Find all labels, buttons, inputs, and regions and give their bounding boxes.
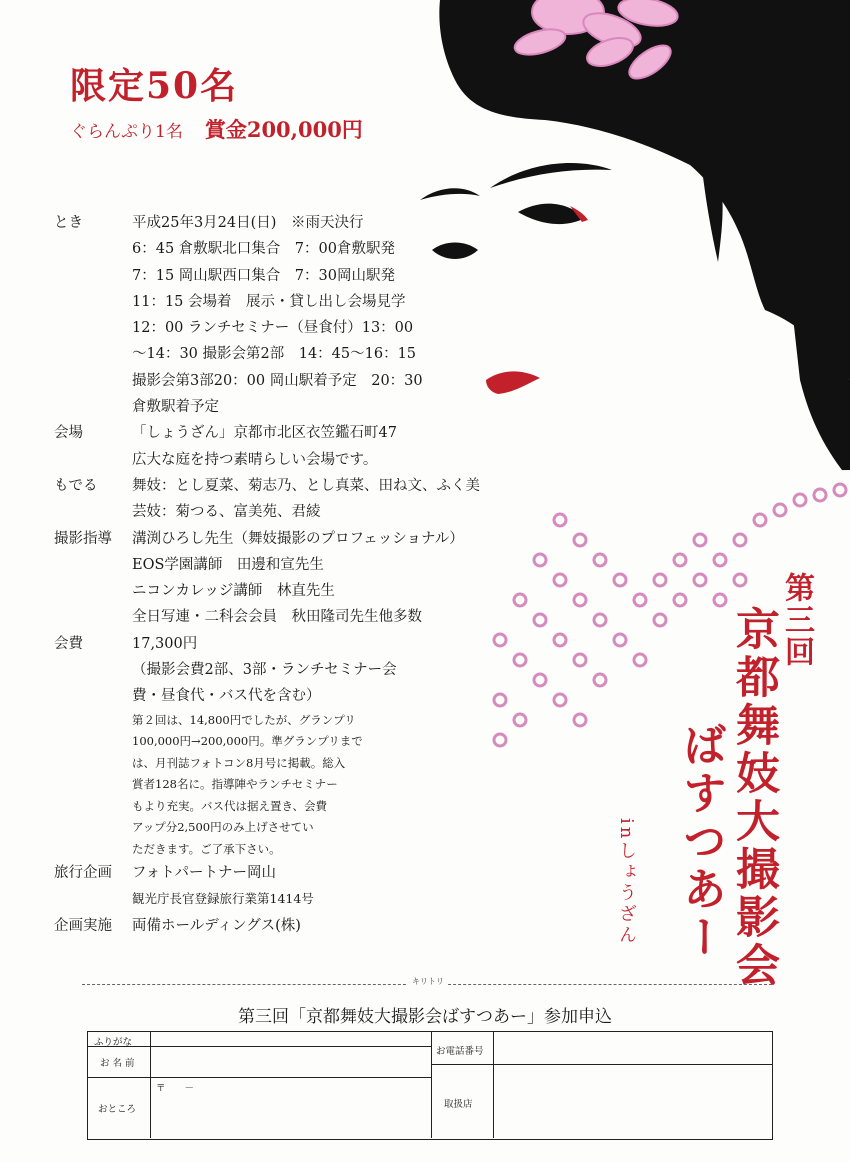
detail-row-venue — [54, 420, 524, 473]
detail-label: 撮影指導 — [54, 530, 112, 547]
detail-line: 舞妓：とし夏菜、菊志乃、とし真菜、田ね文、ふく美 — [132, 477, 480, 494]
detail-line: フォトパートナー岡山 — [132, 865, 276, 882]
detail-line: 「しょうざん」京都市北区衣笠鑑石町47 — [132, 425, 397, 442]
detail-value — [132, 210, 524, 420]
form-divider — [431, 1032, 432, 1138]
detail-line: 17,300円 — [132, 635, 198, 652]
detail-label: 会費 — [54, 635, 83, 652]
detail-line: 平成25年3月24日(日) ※雨天決行 — [132, 215, 364, 231]
fee-note-line: アップ分2,500円のみ上げさせてい — [132, 820, 314, 835]
fee-note-line: 賞者128名に。指導陣やランチセミナー — [132, 777, 338, 792]
limit-headline: 限定50名 — [70, 65, 239, 107]
detail-line: 広大な庭を持つ素晴らしい会場です。 — [132, 451, 378, 468]
address-label: おところ — [98, 1104, 137, 1115]
detail-line: 費・昼食代・バス代を含む） — [132, 688, 321, 705]
detail-line: 6：45 倉敷駅北口集合 7：00倉敷駅発 — [132, 241, 395, 258]
detail-line: 芸妓：菊つる、富美苑、君綾 — [132, 504, 321, 521]
event-details — [54, 210, 524, 939]
right-eyebrow — [490, 163, 612, 188]
fee-note-line: もより充実。バス代は据え置き、会費 — [132, 798, 328, 813]
detail-line: （撮影会費2部、3部・ランチセミナー会 — [132, 662, 397, 679]
detail-value — [132, 473, 524, 526]
detail-row-instructors — [54, 526, 524, 631]
store-field[interactable] — [494, 1065, 772, 1138]
address-field[interactable] — [151, 1078, 430, 1138]
application-form — [87, 1031, 773, 1140]
detail-row-fee — [54, 631, 524, 860]
event-subtitle: ばすつあー — [675, 722, 726, 962]
cut-label: キリトリ — [408, 976, 448, 987]
grandprix-label: ぐらんぷり1名 — [70, 122, 183, 142]
event-edition: 第三回 — [779, 572, 814, 668]
detail-label: とき — [54, 215, 83, 231]
event-location-tag: inしょうざん — [616, 818, 637, 947]
event-title: 京都舞妓大撮影会 — [728, 606, 779, 990]
detail-line: 撮影会第3部20：00 岡山駅着予定 20：30 — [132, 372, 423, 389]
detail-line: 倉敷駅着予定 — [132, 399, 219, 416]
detail-line: ニコンカレッジ講師 林直先生 — [132, 583, 335, 600]
detail-value — [132, 913, 524, 939]
detail-line: 11：15 会場着 展示・貸し出し会場見学 — [132, 293, 406, 310]
detail-row-models — [54, 473, 524, 526]
detail-label: もでる — [54, 477, 98, 494]
detail-line: 溝渕ひろし先生（舞妓撮影のプロフェッショナル） — [132, 530, 464, 547]
prize-amount: 賞金200,000円 — [204, 117, 363, 142]
detail-line: EOS学園講師 田邊和宣先生 — [132, 556, 324, 573]
right-eye — [518, 204, 585, 224]
detail-line: 観光庁長官登録旅行業第1414号 — [132, 891, 314, 907]
detail-value — [132, 860, 524, 913]
left-eyebrow — [420, 188, 480, 200]
fee-note-line: 100,000円→200,000円。準グランプリまで — [132, 734, 363, 749]
detail-label: 旅行企画 — [54, 865, 112, 882]
detail-label: 会場 — [54, 425, 83, 442]
name-field[interactable] — [151, 1047, 430, 1077]
detail-line: 両備ホールディングス(株) — [132, 917, 301, 934]
detail-value — [132, 420, 524, 473]
detail-line: 12：00 ランチセミナー（昼食付）13：00 — [132, 320, 414, 337]
detail-value — [132, 526, 524, 631]
detail-row-travel-planner — [54, 860, 524, 913]
fee-note-line: ただきます。ご了承下さい。 — [132, 841, 281, 856]
phone-field[interactable] — [494, 1032, 772, 1064]
postal-code-mark: 〒 － — [156, 1083, 195, 1094]
detail-line: ～14：30 撮影会第2部 14：45～16：15 — [132, 346, 417, 363]
fee-note-line: は、月刊誌フォトコン8月号に掲載。総入 — [132, 755, 346, 770]
detail-line: 全日写連・二科会会員 秋田隆司先生他多数 — [132, 609, 422, 626]
furigana-field[interactable] — [151, 1032, 430, 1046]
store-label: 取扱店 — [444, 1099, 473, 1110]
detail-line: 7：15 岡山駅西口集合 7：30岡山駅発 — [132, 267, 395, 284]
detail-row-organizer — [54, 913, 524, 939]
name-label: お 名 前 — [100, 1058, 135, 1069]
phone-label: お電話番号 — [436, 1046, 484, 1057]
form-title: 第三回「京都舞妓大撮影会ばすつあー」参加申込 — [238, 1007, 612, 1027]
furigana-label: ふりがな — [94, 1037, 133, 1048]
fee-note-line: 第２回は、14,800円でしたが、グランプリ — [132, 712, 356, 727]
detail-row-date — [54, 210, 524, 420]
detail-label: 企画実施 — [54, 917, 112, 934]
detail-value — [132, 631, 524, 860]
prize-line — [70, 114, 363, 144]
